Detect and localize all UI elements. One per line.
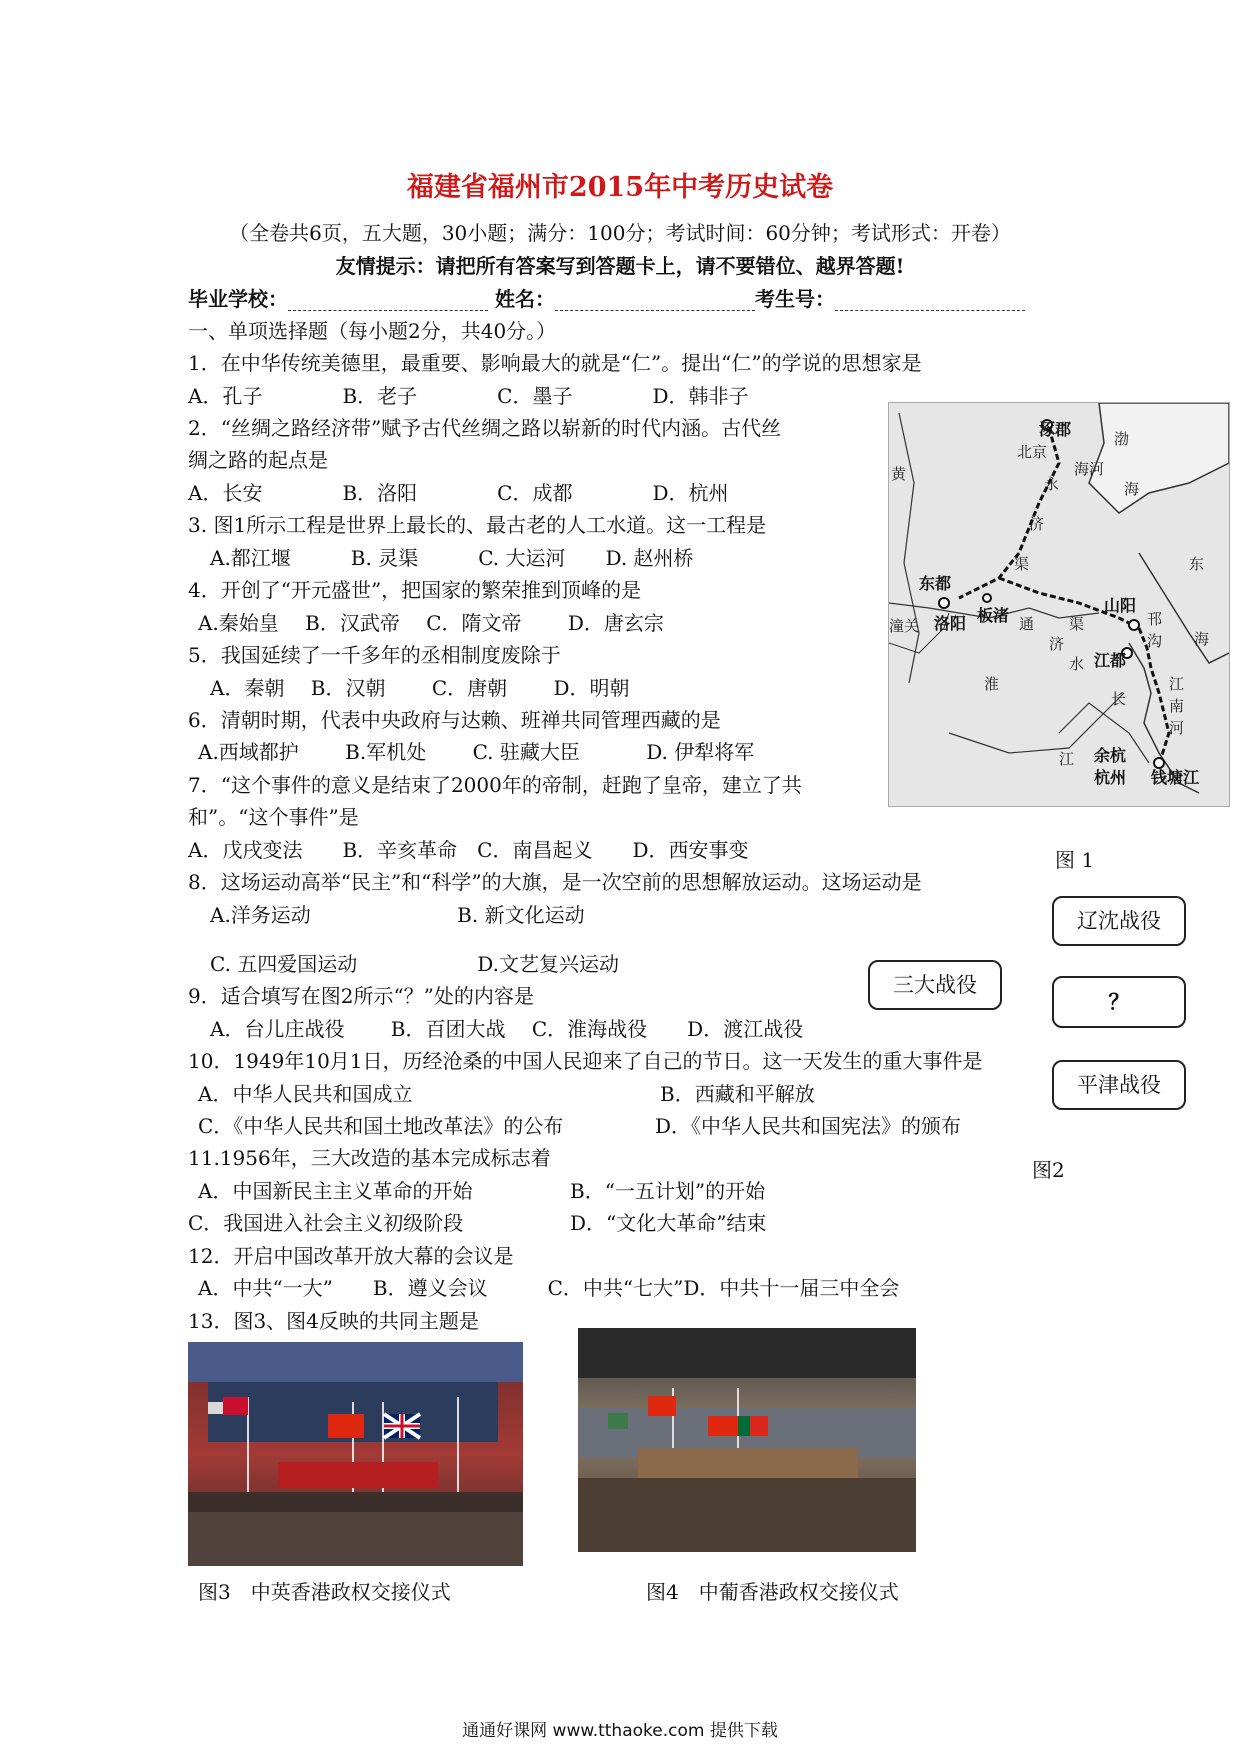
question-11: 11.1956年，三大改造的基本完成标志着: [188, 1146, 551, 1170]
question-7-cont: 和”。“这个事件”是: [188, 805, 359, 829]
info-fields: [188, 287, 1025, 311]
figure-2-caption: 图2: [1032, 1158, 1065, 1182]
figure-4-photo: [578, 1328, 916, 1552]
map-label-hai2: 海: [1194, 630, 1210, 648]
figure-2-question-box: ？: [1052, 976, 1186, 1028]
map-label-tongguan: 潼关: [889, 617, 920, 635]
question-8: 8．这场运动高举“民主”和“科学”的大旗，是一次空前的思想解放运动。这场运动是: [188, 870, 922, 894]
map-label-luoyang: 洛阳: [934, 614, 967, 633]
map-label-banzhu: 板渚: [977, 606, 1010, 625]
figure-3-caption: 图3 中英香港政权交接仪式: [198, 1580, 451, 1604]
map-label-shanyang: 山阳: [1104, 596, 1137, 615]
map-label-hai: 海: [1124, 480, 1140, 498]
question-8-options-2: C. 五四爱国运动 D.文艺复兴运动: [210, 952, 619, 976]
figure-1-map: [888, 402, 1230, 807]
map-label-huai: 淮: [984, 675, 1000, 693]
map-label-ji: 济: [1029, 515, 1045, 533]
question-11-option-a: A．中国新民主主义革命的开始: [198, 1179, 473, 1203]
figure-3-image: [188, 1342, 523, 1566]
map-label-dongdu: 东都: [919, 574, 952, 593]
map-label-shui: 水: [1069, 655, 1085, 673]
question-9: 9．适合填写在图2所示“？”处的内容是: [188, 984, 534, 1008]
map-label-hangou: 邗沟: [1147, 610, 1163, 650]
school-blank[interactable]: [288, 292, 488, 311]
question-5-options: A．秦朝 B．汉朝 C．唐朝 D．明朝: [210, 676, 630, 700]
map-label-yuhang: 余杭: [1094, 746, 1127, 765]
number-label: 考生号：: [754, 287, 835, 311]
question-10-option-c: C．《中华人民共和国土地改革法》的公布: [198, 1114, 564, 1138]
question-11-option-d: D．“文化大革命”结束: [570, 1211, 767, 1235]
map-label-jiangdu: 江都: [1094, 651, 1127, 670]
map-label-chang: 长: [1111, 690, 1127, 708]
map-label-qu2: 渠: [1069, 615, 1085, 633]
question-10-option-d: D．《中华人民共和国宪法》的颁布: [655, 1114, 962, 1138]
question-10: 10．1949年10月1日，历经沧桑的中国人民迎来了自己的节日。这一天发生的重大事件是: [188, 1049, 983, 1073]
question-2: 2．“丝绸之路经济带”赋予古代丝绸之路以崭新的时代内涵。古代丝: [188, 416, 782, 440]
page-footer: 通通好课网 www.tthaoke.com 提供下载: [462, 1721, 778, 1741]
map-label-haihe: 海河: [1074, 460, 1105, 478]
figure-4-caption: 图4 中葡香港政权交接仪式: [646, 1580, 899, 1604]
question-10-option-a: A．中华人民共和国成立: [198, 1082, 413, 1106]
figure-3-photo: [188, 1342, 523, 1566]
number-blank[interactable]: [835, 292, 1025, 311]
question-12-options: A．中共“一大” B．遵义会议 C．中共“七大”D．中共十一届三中全会: [198, 1276, 900, 1300]
question-3: 3. 图1所示工程是世界上最长的、最古老的人工水道。这一工程是: [188, 513, 767, 537]
question-4-options: A.秦始皇 B．汉武帝 C．隋文帝 D．唐玄宗: [198, 611, 664, 635]
exam-title: 福建省福州市2015年中考历史试卷: [406, 172, 834, 203]
question-3-options: A.都江堰 B. 灵渠 C. 大运河 D. 赵州桥: [210, 546, 694, 570]
map-label-bo: 渤: [1114, 430, 1130, 448]
section-heading: 一、单项选择题（每小题2分，共40分。）: [188, 319, 557, 343]
school-label: 毕业学校：: [188, 287, 288, 311]
figure-2-center-box: 三大战役: [868, 960, 1002, 1010]
map-drawing: [889, 403, 1229, 806]
map-label-beijing: 北京: [1017, 443, 1048, 461]
name-blank[interactable]: [555, 292, 755, 311]
question-13: 13．图3、图4反映的共同主题是: [188, 1309, 479, 1333]
question-7: 7．“这个事件的意义是结束了2000年的帝制，赶跑了皇帝，建立了共: [188, 773, 802, 797]
question-6: 6．清朝时期，代表中央政府与达赖、班禅共同管理西藏的是: [188, 708, 721, 732]
question-12: 12．开启中国改革开放大幕的会议是: [188, 1244, 514, 1268]
question-6-options: A.西域都护 B.军机处 C. 驻藏大臣 D. 伊犁将军: [198, 740, 755, 764]
question-11-option-b: B．“一五计划”的开始: [570, 1179, 766, 1203]
question-7-options: A．戊戌变法 B．辛亥革命 C．南昌起义 D．西安事变: [188, 838, 749, 862]
figure-4-image: [578, 1328, 916, 1552]
question-1-options: A．孔子 B．老子 C．墨子 D．韩非子: [188, 384, 749, 408]
question-9-options: A．台儿庄战役 B．百团大战 C．淮海战役 D．渡江战役: [210, 1017, 804, 1041]
question-10-option-b: B．西藏和平解放: [660, 1082, 815, 1106]
map-label-hangzhou: 杭州: [1094, 768, 1127, 787]
map-label-ji2: 济: [1049, 635, 1065, 653]
map-label-dong: 东: [1189, 555, 1205, 573]
question-1: 1．在中华传统美德里，最重要、影响最大的就是“仁”。提出“仁”的学说的思想家是: [188, 351, 922, 375]
map-label-jiang: 江: [1059, 750, 1075, 768]
map-label-yong: 永: [1044, 475, 1060, 493]
question-2-cont: 绸之路的起点是: [188, 448, 328, 472]
figure-1-caption: 图 1: [1055, 848, 1095, 872]
question-11-option-c: C．我国进入社会主义初级阶段: [188, 1211, 464, 1235]
map-label-zhuojun: 涿郡: [1039, 420, 1072, 439]
map-label-qiantangjiang: 钱塘江: [1151, 768, 1200, 787]
map-label-tong: 通: [1019, 615, 1035, 633]
question-4: 4．开创了“开元盛世”，把国家的繁荣推到顶峰的是: [188, 578, 642, 602]
figure-2-top-box: 辽沈战役: [1052, 896, 1186, 946]
figure-2-bottom-box: 平津战役: [1052, 1060, 1186, 1110]
question-5: 5．我国延续了一千多年的丞相制度废除于: [188, 643, 561, 667]
exam-reminder: 友情提示：请把所有答案写到答题卡上，请不要错位、越界答题!: [335, 254, 905, 278]
name-label: 姓名：: [494, 287, 555, 311]
question-8-options-1: A.洋务运动 B. 新文化运动: [210, 903, 585, 927]
map-label-qu: 渠: [1014, 555, 1030, 573]
question-2-options: A．长安 B．洛阳 C．成都 D．杭州: [188, 481, 729, 505]
exam-note: （全卷共6页，五大题，30小题；满分：100分；考试时间：60分钟；考试形式：开卷）: [229, 221, 1011, 245]
map-label-huang: 黄: [891, 465, 907, 483]
map-label-jiangnanhe: 江南河: [1169, 675, 1185, 737]
